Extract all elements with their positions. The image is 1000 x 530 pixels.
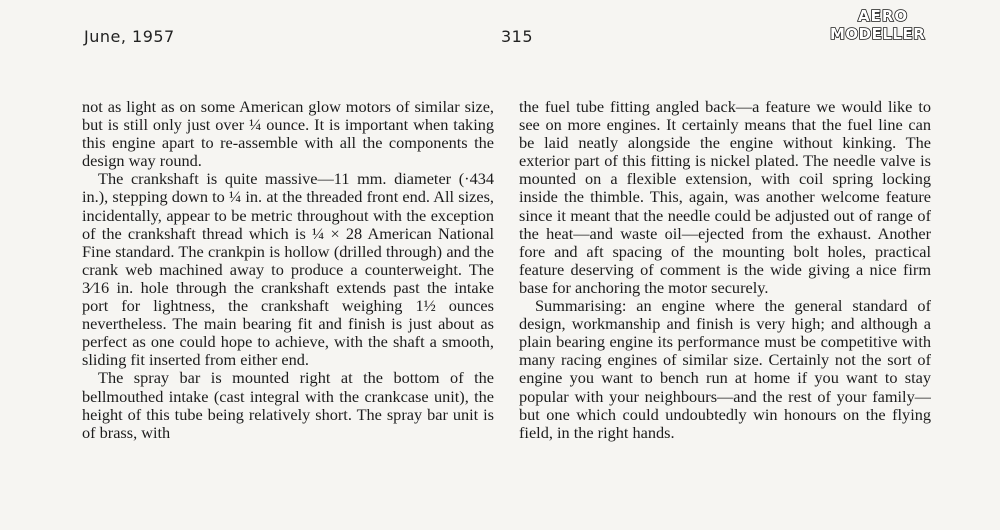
aeromodeller-logo <box>828 6 928 44</box>
paragraph: the fuel tube fitting angled back—a feature we would like to see on more engines. It certainly means that the fuel line can be laid neatly alongside the engine without kinking. The exterior part of this fitting is nickel plated. The needle valve is mounted on a flexible extension, with coil spring locking inside the thimble. This, again, was another welcome feature since it meant that the needle could be adjusted out of range of the heat—and waste oil—ejected from the exhaust. Another fore and aft spacing of the mounting bolt holes, practical feature deserving of comment is the wide giving a nice firm base for anchoring the motor securely. <box>519 98 931 297</box>
left-column <box>82 98 494 518</box>
paragraph: The spray bar is mounted right at the bottom of the bellmouthed intake (cast integral with the crankcase unit), the height of this tube being relatively short. The spray bar unit is of brass, with <box>82 368 494 442</box>
page-number: 315 <box>501 27 534 46</box>
right-column <box>519 98 931 518</box>
issue-date: June, 1957 <box>84 27 175 46</box>
paragraph: Summarising: an engine where the general standard of design, workmanship and finish is very high; and although a plain bearing engine its performance must be competitive with many racing engines of similar size. Certainly not the sort of engine you want to bench run at home if you want to stay popular with your neighbours—and the rest of your family—but one which could undoubtedly win honours on the flying field, in the right hands. <box>519 296 931 442</box>
logo-line-1: AERO <box>858 7 909 25</box>
paragraph: The crankshaft is quite massive—11 mm. diameter (·434 in.), stepping down to ¼ in. at the threaded front end. All sizes, incidentally, appear to be metric throughout with the exception of the crankshaft thread which is ¼ × 28 American National Fine standard. The crankpin is hollow (drilled through) and the crank web machined away to produce a counterweight. The 3⁄16 in. hole through the crankshaft extends past the intake port for lightness, the crankshaft weighing 1½ ounces nevertheless. The main bearing fit and finish is just about as perfect as one could hope to achieve, with the shaft a smooth, sliding fit inserted from either end. <box>82 169 494 370</box>
logo-line-2: MODELLER <box>830 25 926 43</box>
page-header <box>0 0 1000 60</box>
paragraph: not as light as on some American glow motors of similar size, but is still only just over ¼ ounce. It is important when taking this engine apart to re-assemble with all the components the design way round. <box>82 98 494 171</box>
